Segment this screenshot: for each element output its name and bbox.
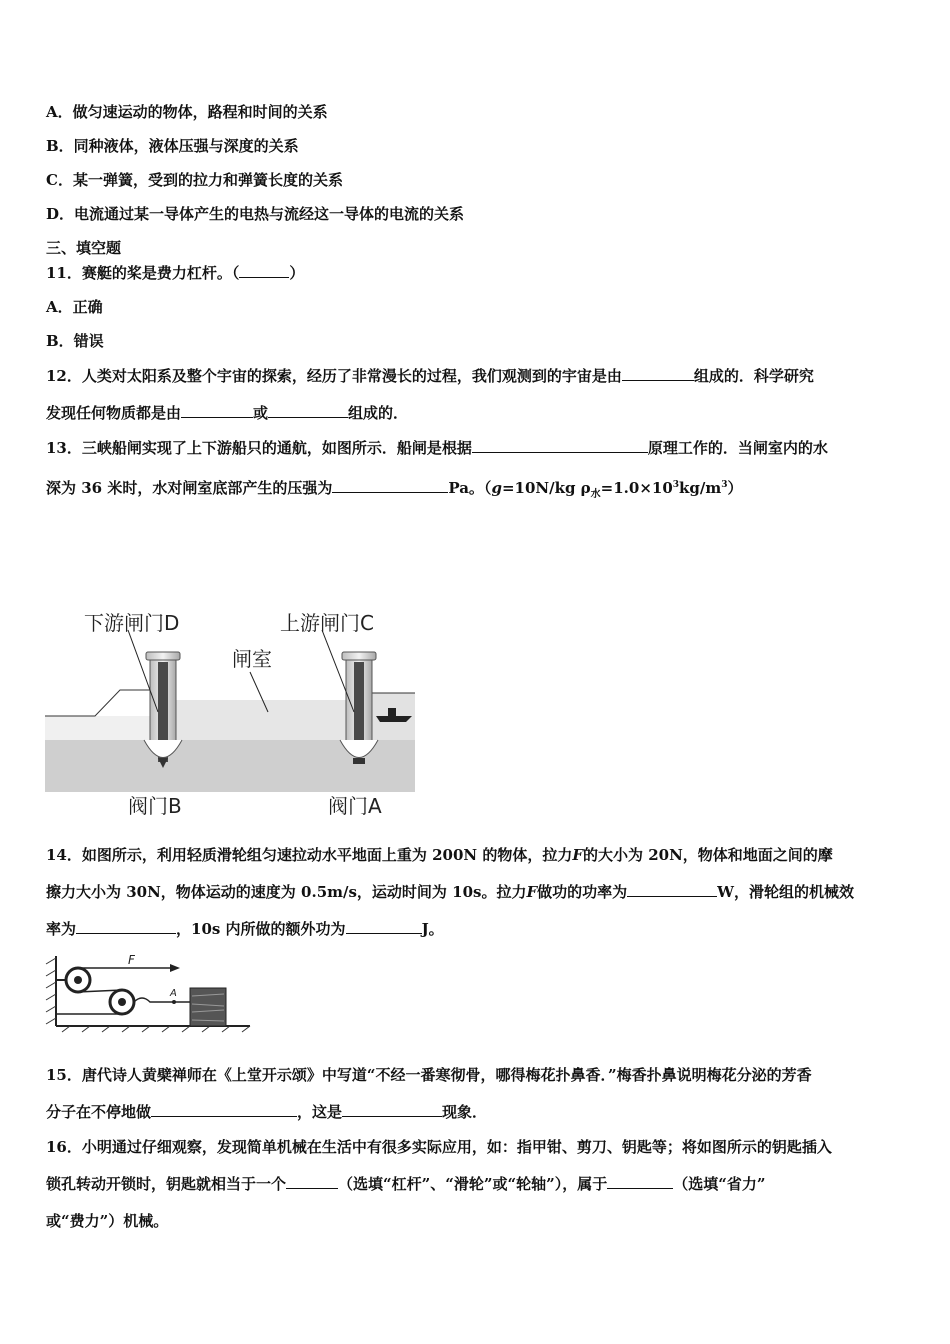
q15-line-1: 15．唐代诗人黄檗禅师在《上堂开示颂》中写道“不经一番寒彻骨，哪得梅花扑鼻香．”梅香扑鼻说明梅花分泌的芳香 xyxy=(46,1066,812,1084)
q10-option-c: C．某一弹簧，受到的拉力和弹簧长度的关系 xyxy=(46,171,343,189)
q14-f-symbol-2: F xyxy=(526,883,538,901)
q12-text-5: 组成的． xyxy=(348,404,409,422)
q16-line-3: 或“费力”）机械。 xyxy=(46,1212,169,1230)
q15-text-3: 现象． xyxy=(442,1103,488,1121)
q16-blank-2 xyxy=(607,1174,673,1189)
q10-option-a: A．做匀速运动的物体，路程和时间的关系 xyxy=(46,103,328,121)
q13-exp: 3 xyxy=(672,480,680,490)
q13-exp-2: 3 xyxy=(721,480,728,490)
q13-text-2: 原理工作的．当闸室内的水 xyxy=(647,439,828,457)
q12-line-2 xyxy=(46,403,408,423)
q10-option-d: D．电流通过某一导体产生的电热与流经这一导体的电流的关系 xyxy=(46,205,465,223)
q10-option-b: B．同种液体，液体压强与深度的关系 xyxy=(46,137,299,155)
q13-g-symbol: g xyxy=(491,479,502,497)
q11-option-a: A．正确 xyxy=(46,298,103,316)
arrow-f xyxy=(170,964,180,972)
label-valve-b: 阀门B xyxy=(128,794,182,818)
q14-f-symbol: F xyxy=(572,846,583,864)
q13-text-6: =1.0×10 xyxy=(600,479,673,497)
q13-line-2 xyxy=(46,475,743,505)
q14-text-3: 擦力大小为 30N，物体运动的速度为 0.5m/s，运动时间为 10s。拉力 xyxy=(46,883,527,901)
q15-text-1: 分子在不停地做 xyxy=(46,1103,152,1121)
q13-line-1 xyxy=(46,438,828,458)
q16-text-3: （选填“省力” xyxy=(673,1175,766,1193)
label-gate-d: 下游闸门D xyxy=(84,611,180,635)
label-chamber: 闸室 xyxy=(232,647,272,671)
movable-pulley-hub xyxy=(118,998,126,1006)
label-gate-c: 上游闸门C xyxy=(280,611,374,635)
fixed-pulley-hub xyxy=(74,976,82,984)
q11-stem-end: ） xyxy=(289,264,305,282)
q13-text-4: Pa。（ xyxy=(448,479,492,497)
q13-text-7: kg/m xyxy=(679,479,722,497)
q11-stem-text: 11．赛艇的桨是费力杠杆。（ xyxy=(46,264,240,282)
q16-line-2 xyxy=(46,1174,766,1194)
q13-water-sub: 水 xyxy=(590,489,601,500)
q14-text-5: W，滑轮组的机械效 xyxy=(717,883,854,901)
q12-blank-3 xyxy=(268,403,348,418)
rope-to-block xyxy=(134,998,190,1002)
q11-blank xyxy=(239,263,289,278)
q14-line-2 xyxy=(46,882,854,902)
q13-text-1: 13．三峡船闸实现了上下游船只的通航，如图所示．船闸是根据 xyxy=(46,439,472,457)
q12-text-4: 或 xyxy=(253,404,269,422)
q14-text-2: 的大小为 20N，物体和地面之间的摩 xyxy=(583,846,833,864)
q11-stem xyxy=(46,263,304,283)
q14-text-6: 率为 xyxy=(46,920,77,938)
q12-text-1: 12．人类对太阳系及整个宇宙的探索，经历了非常漫长的过程，我们观测到的宇宙是由 xyxy=(46,367,622,385)
q16-line-1: 16．小明通过仔细观察，发现简单机械在生活中有很多实际应用，如：指甲钳、剪刀、钥匙等；将如图所示的钥匙插入 xyxy=(46,1138,832,1156)
gate-c xyxy=(340,652,378,764)
label-f: F xyxy=(128,953,135,967)
q13-text-5: =10N/kg ρ xyxy=(501,479,591,497)
q15-text-2: ，这是 xyxy=(297,1103,343,1121)
q12-text-2: 组成的．科学研究 xyxy=(693,367,814,385)
q12-text-3: 发现任何物质都是由 xyxy=(46,404,182,422)
pulley-figure xyxy=(40,950,270,1035)
q15-blank-1 xyxy=(151,1102,297,1117)
wall-hatch xyxy=(46,958,56,1024)
q11-option-b: B．错误 xyxy=(46,332,104,350)
q14-blank-3 xyxy=(346,919,422,934)
q14-text-1: 14．如图所示，利用轻质滑轮组匀速拉动水平地面上重为 200N 的物体，拉力 xyxy=(46,846,573,864)
q14-blank-1 xyxy=(627,882,717,897)
q14-line-3 xyxy=(46,919,444,939)
q15-blank-2 xyxy=(342,1102,442,1117)
q14-text-7: ，10s 内所做的额外功为 xyxy=(176,920,346,938)
point-a xyxy=(172,1000,176,1004)
q16-blank-1 xyxy=(286,1174,338,1189)
q13-blank-2 xyxy=(332,478,448,493)
q13-text-8: ） xyxy=(727,479,743,497)
label-valve-a: 阀门A xyxy=(328,794,382,818)
label-a: A xyxy=(170,988,177,999)
q13-text-3: 深为 36 米时，水对闸室底部产生的压强为 xyxy=(46,479,333,497)
q14-text-8: J。 xyxy=(421,920,444,938)
q14-line-1 xyxy=(46,845,833,865)
q12-line-1 xyxy=(46,366,814,386)
q16-text-1: 锁孔转动开锁时，钥匙就相当于一个 xyxy=(46,1175,287,1193)
q15-line-2 xyxy=(46,1102,487,1122)
q12-blank-1 xyxy=(622,366,694,381)
q16-text-2: （选填“杠杆”、“滑轮”或“轮轴”），属于 xyxy=(338,1175,608,1193)
ship-lock-figure xyxy=(40,600,430,825)
q14-blank-2 xyxy=(76,919,176,934)
section-heading: 三、填空题 xyxy=(46,239,122,257)
q14-text-4: 做功的功率为 xyxy=(537,883,628,901)
downstream-water xyxy=(45,716,155,740)
q12-blank-2 xyxy=(181,403,253,418)
q13-blank-1 xyxy=(472,438,648,453)
